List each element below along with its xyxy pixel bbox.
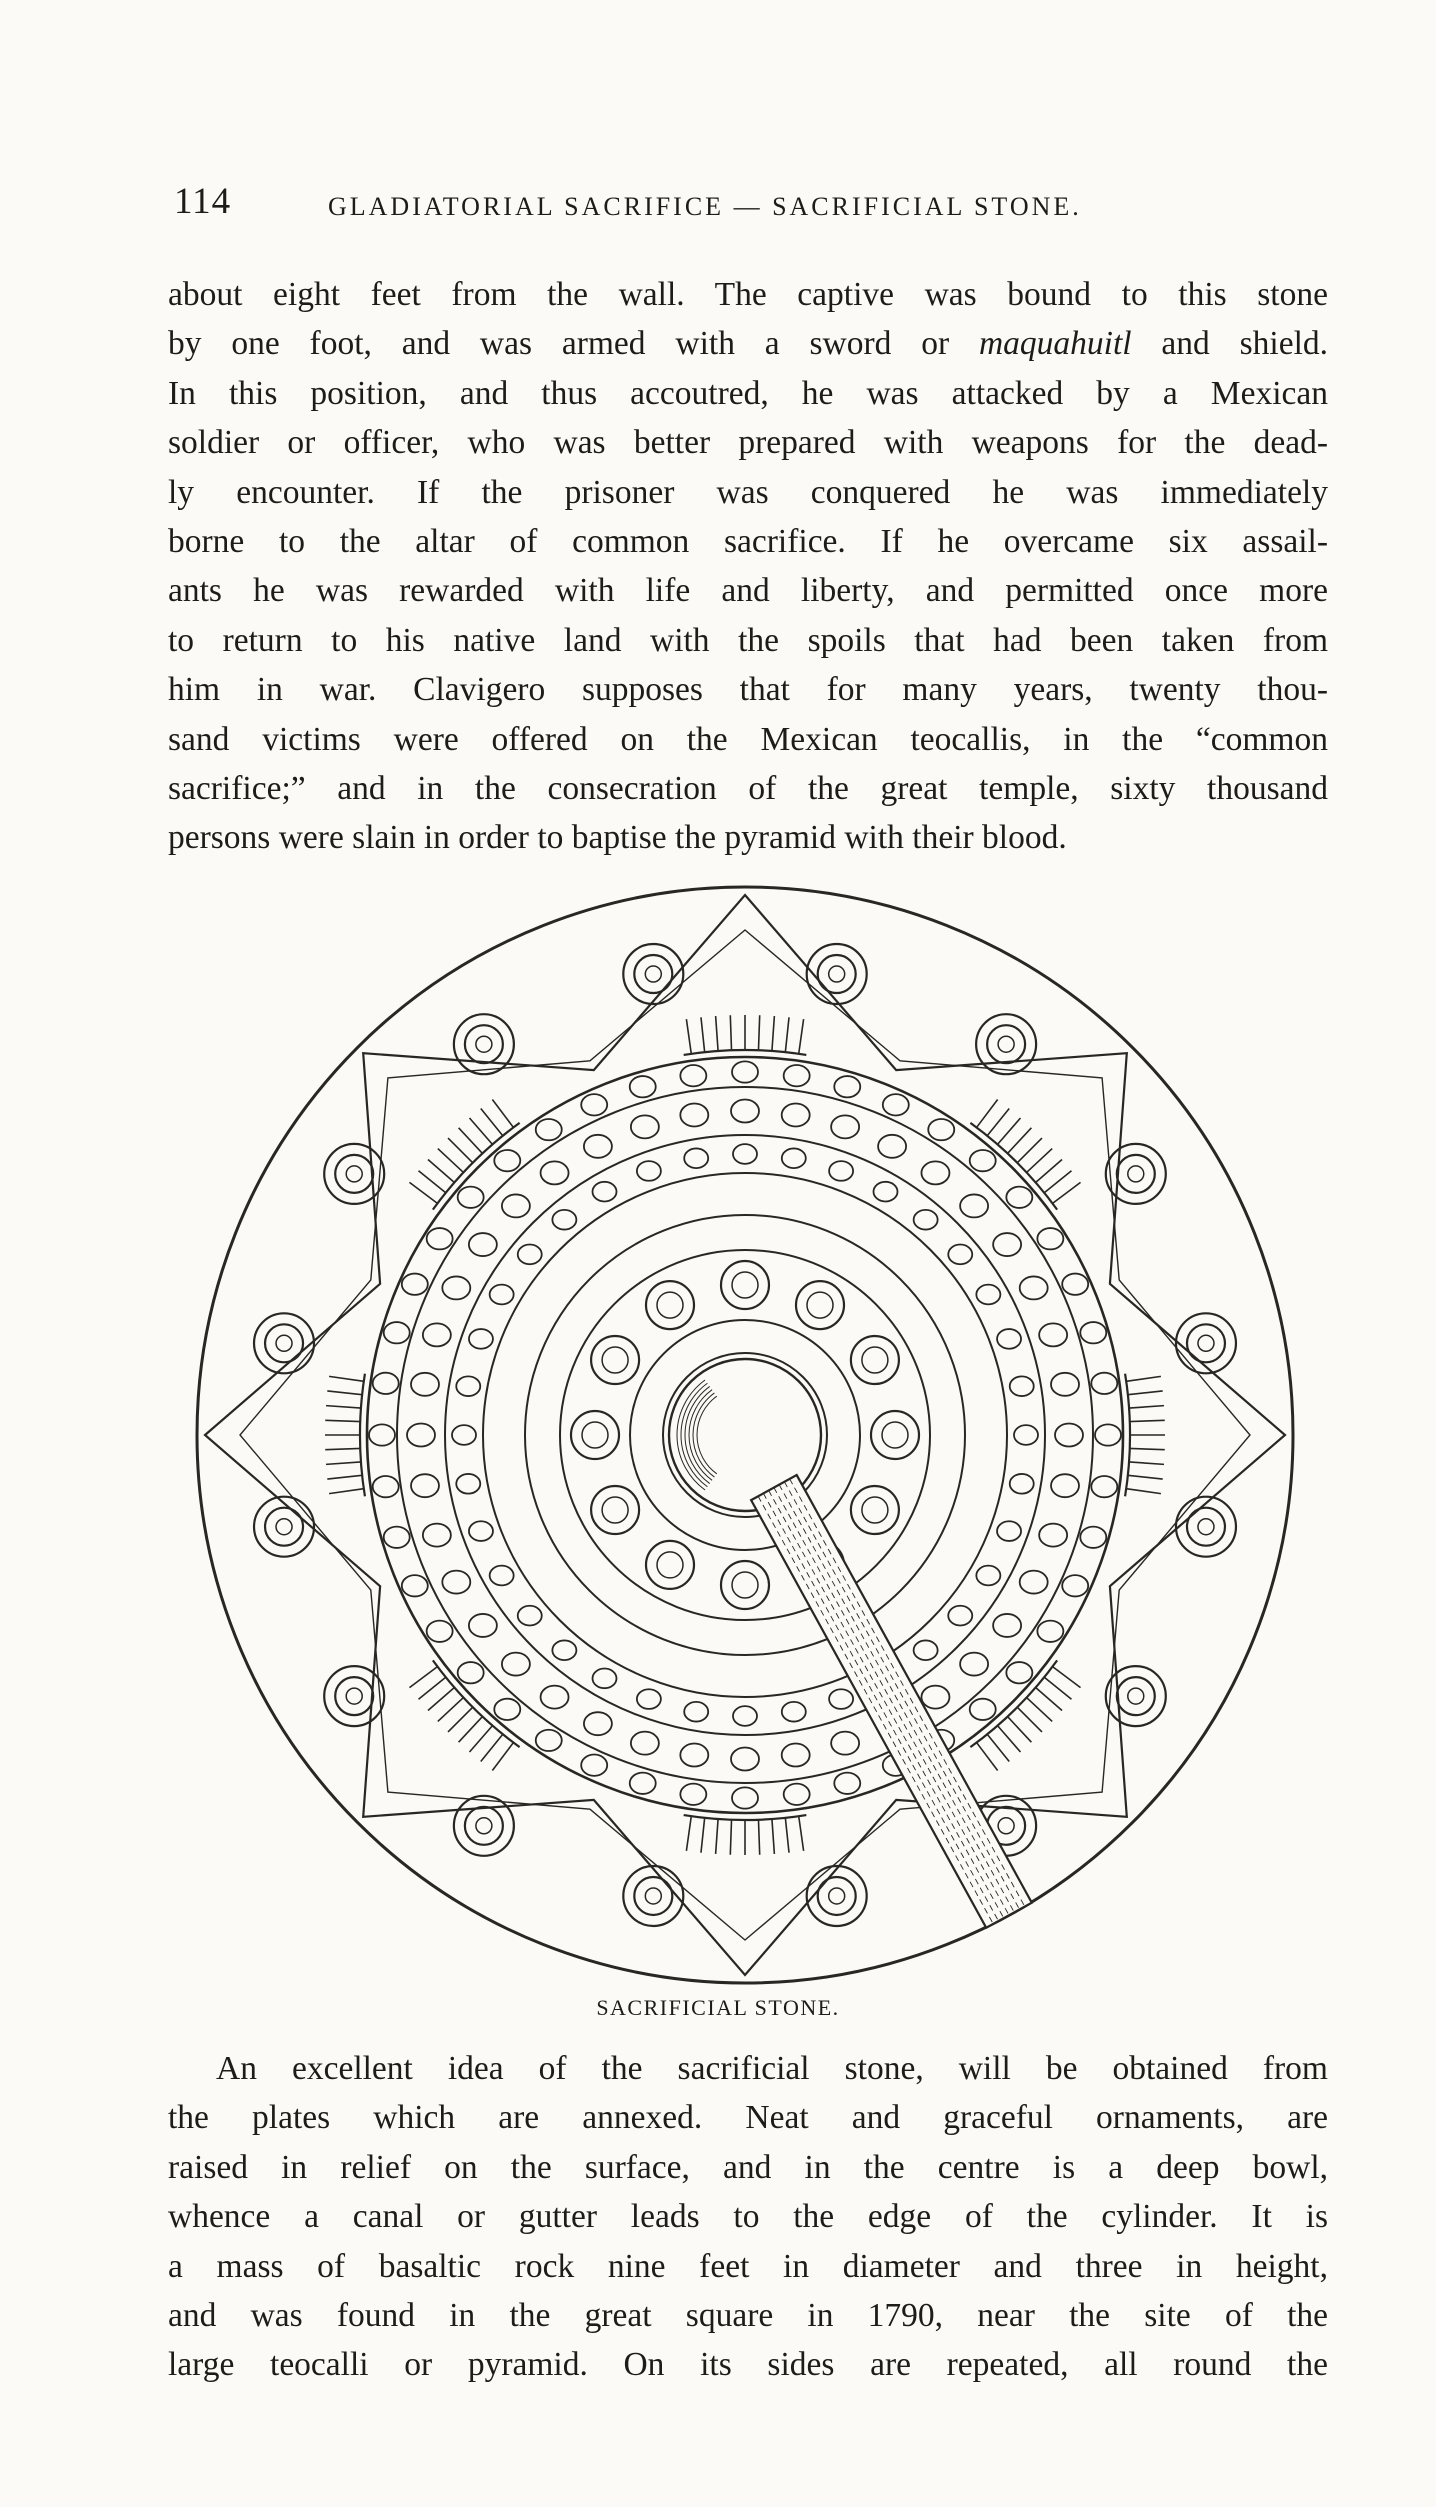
bead-outer: [732, 1061, 758, 1082]
bead-outer: [1080, 1527, 1106, 1548]
bead-middle: [1051, 1474, 1079, 1497]
medallion-inner: [1187, 1324, 1225, 1362]
medallion-inner: [465, 1025, 503, 1063]
medallion-inner: [1187, 1508, 1225, 1546]
feather-stroke: [327, 1475, 362, 1479]
bead-middle: [731, 1100, 759, 1123]
medallion: [254, 1313, 314, 1373]
feather-stroke: [1036, 1160, 1062, 1183]
bead-middle: [584, 1712, 612, 1735]
feather-stroke: [326, 1406, 361, 1408]
text-line-start: by one foot, and was armed with a sword or: [168, 325, 950, 363]
paragraph-sacrificial-stone: [168, 2044, 1328, 2390]
feather-stroke: [1126, 1489, 1161, 1494]
medallion-eye: [276, 1519, 292, 1535]
feather-stroke: [1128, 1475, 1163, 1479]
bead-inner: [593, 1182, 617, 1202]
stone-ring: [445, 1135, 1045, 1735]
bead-outer: [1062, 1575, 1088, 1596]
inner-medallion: [851, 1486, 899, 1534]
bead-outer: [1080, 1322, 1106, 1343]
medallion-eye: [998, 1036, 1014, 1052]
text-line: In this position, and thus accoutred, he was attacked by a Mexican: [168, 374, 1328, 412]
medallion-eye: [476, 1036, 492, 1052]
bead-inner: [490, 1566, 514, 1586]
feather-stroke: [428, 1688, 454, 1711]
medallion-inner: [335, 1677, 373, 1715]
medallion-inner: [335, 1155, 373, 1193]
bead-outer: [384, 1322, 410, 1343]
inner-medallion-eye: [732, 1272, 758, 1298]
text-line: ly encounter. If the prisoner was conquered he was immediately: [168, 473, 1328, 511]
bead-inner: [997, 1329, 1021, 1349]
feather-stroke: [998, 1118, 1021, 1144]
bead-outer: [373, 1476, 399, 1497]
feather-stroke: [419, 1171, 446, 1193]
medallion-eye: [1198, 1519, 1214, 1535]
text-line: whence a canal or gutter leads to the edge of the cylinder. It is: [168, 2198, 1328, 2236]
bead-inner: [948, 1606, 972, 1626]
bead-outer: [1006, 1662, 1032, 1683]
feather-stroke: [701, 1818, 705, 1853]
inner-medallion: [646, 1541, 694, 1589]
text-line: sacrifice;” and in the consecration of the great temple, sixty thousand: [168, 770, 1328, 808]
inner-medallion-eye: [602, 1347, 628, 1373]
bead-middle: [584, 1135, 612, 1158]
medallion-inner: [265, 1508, 303, 1546]
bead-outer: [784, 1784, 810, 1805]
medallion-eye: [829, 1888, 845, 1904]
bead-outer: [883, 1094, 909, 1115]
bead-inner: [490, 1285, 514, 1305]
feather-stroke: [730, 1015, 731, 1050]
feather-stroke: [325, 1448, 360, 1449]
bead-inner: [518, 1606, 542, 1626]
medallion: [254, 1497, 314, 1557]
feather-stroke: [1027, 1698, 1053, 1722]
bead-outer: [384, 1527, 410, 1548]
medallion-inner: [634, 955, 672, 993]
feather-stroke: [686, 1019, 691, 1054]
bead-outer: [1095, 1424, 1121, 1445]
inner-medallion-eye: [882, 1422, 908, 1448]
inner-medallion-eye: [582, 1422, 608, 1448]
medallion: [454, 1014, 514, 1074]
bead-outer: [732, 1787, 758, 1808]
bead-inner: [456, 1474, 480, 1494]
inner-medallion: [796, 1281, 844, 1329]
medallion-eye: [645, 1888, 661, 1904]
bead-middle: [502, 1653, 530, 1676]
bead-middle: [442, 1571, 470, 1594]
bead-middle: [680, 1744, 708, 1767]
medallion-eye: [346, 1688, 362, 1704]
inner-medallion-eye: [807, 1292, 833, 1318]
feather-stroke: [1008, 1128, 1032, 1154]
inner-medallion: [721, 1261, 769, 1309]
page-header: [168, 180, 1328, 230]
bead-outer: [1037, 1228, 1063, 1249]
bead-middle: [782, 1744, 810, 1767]
bead-outer: [536, 1119, 562, 1140]
bead-middle: [921, 1686, 949, 1709]
bead-inner: [684, 1148, 708, 1168]
feather-stroke: [1126, 1376, 1161, 1381]
inner-medallion: [571, 1411, 619, 1459]
bead-middle: [423, 1524, 451, 1547]
bead-middle: [631, 1115, 659, 1138]
medallion: [623, 1866, 683, 1926]
text-line: large teocalli or pyramid. On its sides are repeated, all round the: [168, 2346, 1328, 2384]
bead-outer: [494, 1150, 520, 1171]
feather-stroke: [730, 1820, 731, 1855]
medallion-eye: [998, 1818, 1014, 1834]
medallion-inner: [1117, 1677, 1155, 1715]
text-line: a mass of basaltic rock nine feet in diameter and three in height,: [168, 2247, 1328, 2285]
feather-stroke: [428, 1160, 454, 1183]
feather-arc: [684, 1050, 807, 1055]
feather-stroke: [1128, 1391, 1163, 1395]
feather-stroke: [327, 1391, 362, 1395]
feather-stroke: [329, 1376, 364, 1381]
medallion: [976, 1014, 1036, 1074]
inner-medallion: [851, 1336, 899, 1384]
bead-outer: [427, 1228, 453, 1249]
text-line: about eight feet from the wall. The captive was bound to this stone: [168, 276, 1328, 313]
medallion: [807, 944, 867, 1004]
feather-stroke: [799, 1816, 804, 1851]
bead-middle: [1020, 1571, 1048, 1594]
medallion: [807, 1866, 867, 1926]
bead-inner: [684, 1702, 708, 1722]
feather-stroke: [977, 1099, 998, 1127]
bead-outer: [1091, 1476, 1117, 1497]
stone-ring: [525, 1215, 965, 1655]
text-line: him in war. Clavigero supposes that for many years, twenty thou-: [168, 671, 1328, 709]
bead-outer: [1062, 1274, 1088, 1295]
bead-outer: [630, 1076, 656, 1097]
feather-stroke: [325, 1420, 360, 1421]
feather-stroke: [1130, 1448, 1165, 1449]
bead-outer: [1006, 1187, 1032, 1208]
bead-middle: [921, 1161, 949, 1184]
feather-stroke: [448, 1707, 473, 1732]
sacrificial-stone-illustration: [190, 880, 1300, 1990]
inner-medallion-eye: [862, 1347, 888, 1373]
bead-inner: [1010, 1376, 1034, 1396]
bead-outer: [373, 1373, 399, 1394]
bead-middle: [502, 1194, 530, 1217]
medallion-inner: [818, 1877, 856, 1915]
feather-stroke: [716, 1819, 718, 1854]
bead-middle: [423, 1323, 451, 1346]
bead-outer: [402, 1274, 428, 1295]
feather-stroke: [998, 1726, 1021, 1752]
feather-stroke: [448, 1138, 473, 1163]
bead-inner: [874, 1182, 898, 1202]
bead-inner: [782, 1702, 806, 1722]
bead-inner: [733, 1144, 757, 1164]
gutter-shading: [790, 1479, 1025, 1907]
feather-stroke: [701, 1017, 705, 1052]
inner-medallion-eye: [657, 1292, 683, 1318]
running-head: GLADIATORIAL SACRIFICE — SACRIFICIAL STONE.: [328, 192, 1082, 221]
feather-stroke: [481, 1109, 503, 1136]
medallion-eye: [276, 1335, 292, 1351]
bead-middle: [1020, 1276, 1048, 1299]
bead-inner: [552, 1640, 576, 1660]
figure-caption: SACRIFICIAL STONE.: [596, 1995, 840, 2020]
feather-stroke: [492, 1099, 513, 1127]
bead-inner: [1014, 1425, 1038, 1445]
bead-outer: [784, 1065, 810, 1086]
text-line: to return to his native land with the spoils that had been taken from: [168, 621, 1328, 659]
medallion: [1106, 1666, 1166, 1726]
feather-arc: [360, 1374, 365, 1497]
feather-stroke: [987, 1109, 1009, 1136]
feather-stroke: [1017, 1707, 1042, 1732]
feather-stroke: [492, 1743, 513, 1771]
feather-stroke: [470, 1726, 493, 1752]
bead-inner: [1010, 1474, 1034, 1494]
feather-stroke: [409, 1182, 437, 1203]
feather-stroke: [1044, 1171, 1071, 1193]
medallion-inner: [634, 1877, 672, 1915]
feather-arc: [1125, 1374, 1130, 1497]
inner-medallion: [871, 1411, 919, 1459]
bead-inner: [914, 1640, 938, 1660]
medallion-eye: [645, 966, 661, 982]
text-line: sand victims were offered on the Mexican teocallis, in the “common: [168, 720, 1328, 758]
medallion-eye: [476, 1818, 492, 1834]
star-inner-outline: [240, 930, 1250, 1940]
feather-stroke: [1008, 1717, 1032, 1743]
bead-outer: [369, 1424, 395, 1445]
bead-middle: [960, 1194, 988, 1217]
feather-stroke: [481, 1734, 503, 1761]
feather-stroke: [785, 1818, 789, 1853]
inner-medallion-eye: [602, 1497, 628, 1523]
bead-middle: [831, 1732, 859, 1755]
text-line: borne to the altar of common sacrifice. If he overcame six assail-: [168, 523, 1328, 561]
bead-middle: [411, 1474, 439, 1497]
text-line-end: and shield.: [1161, 325, 1329, 363]
text-line: An excellent idea of the sacrificial stone, will be obtained from: [216, 2050, 1328, 2087]
bead-middle: [960, 1653, 988, 1676]
paragraph-gladiatorial: [168, 270, 1328, 863]
bead-middle: [541, 1161, 569, 1184]
feather-stroke: [799, 1019, 804, 1054]
bead-inner: [914, 1210, 938, 1230]
feather-stroke: [1053, 1667, 1081, 1688]
bead-outer: [970, 1699, 996, 1720]
medallion-eye: [829, 966, 845, 982]
bead-inner: [948, 1245, 972, 1265]
feather-stroke: [419, 1677, 446, 1699]
bead-middle: [631, 1732, 659, 1755]
feather-stroke: [1129, 1462, 1164, 1464]
bead-inner: [829, 1161, 853, 1181]
medallion: [623, 944, 683, 1004]
medallion: [324, 1666, 384, 1726]
bowl-shading: [697, 1396, 717, 1474]
stone-ring: [367, 1057, 1123, 1813]
feather-stroke: [987, 1734, 1009, 1761]
bead-inner: [469, 1329, 493, 1349]
text-line: and was found in the great square in 1790, near the site of the: [168, 2297, 1328, 2335]
medallion-inner: [265, 1324, 303, 1362]
feather-stroke: [438, 1698, 464, 1722]
medallion-eye: [1198, 1335, 1214, 1351]
medallion-inner: [987, 1025, 1025, 1063]
bead-middle: [878, 1135, 906, 1158]
medallion: [1176, 1313, 1236, 1373]
bead-middle: [782, 1104, 810, 1127]
feather-stroke: [785, 1017, 789, 1052]
feather-stroke: [409, 1667, 437, 1688]
bead-middle: [1051, 1373, 1079, 1396]
bead-inner: [452, 1425, 476, 1445]
bead-outer: [581, 1094, 607, 1115]
medallion: [1106, 1144, 1166, 1204]
bead-middle: [993, 1233, 1021, 1256]
text-line: the plates which are annexed. Neat and graceful ornaments, are: [168, 2099, 1328, 2137]
bead-outer: [458, 1662, 484, 1683]
bead-middle: [1039, 1323, 1067, 1346]
feather-stroke: [470, 1118, 493, 1144]
medallion-inner: [818, 955, 856, 993]
bead-inner: [593, 1669, 617, 1689]
feather-stroke: [758, 1820, 759, 1855]
italic-term: maquahuitl: [978, 325, 1132, 363]
stone-ring: [397, 1087, 1093, 1783]
stone-outer-rim: [197, 887, 1293, 1983]
bead-outer: [928, 1119, 954, 1140]
inner-medallion: [591, 1486, 639, 1534]
feather-stroke: [686, 1816, 691, 1851]
bead-inner: [976, 1285, 1000, 1305]
medallion: [1176, 1497, 1236, 1557]
page-number: 114: [174, 181, 232, 222]
feather-stroke: [716, 1016, 718, 1051]
bead-middle: [731, 1748, 759, 1771]
inner-medallion-eye: [732, 1572, 758, 1598]
medallion-eye: [1128, 1166, 1144, 1182]
bead-outer: [834, 1076, 860, 1097]
bead-middle: [407, 1424, 435, 1447]
bead-middle: [541, 1686, 569, 1709]
bead-middle: [411, 1373, 439, 1396]
stone-ring: [483, 1173, 1007, 1697]
text-line: [168, 319, 1328, 368]
feather-stroke: [459, 1717, 483, 1743]
bead-outer: [458, 1187, 484, 1208]
bowl-shading: [693, 1393, 714, 1477]
bead-outer: [1091, 1373, 1117, 1394]
bead-outer: [581, 1755, 607, 1776]
bead-inner: [552, 1210, 576, 1230]
bead-inner: [637, 1161, 661, 1181]
medallion-inner: [465, 1807, 503, 1845]
text-line: ants he was rewarded with life and liberty, and permitted once more: [168, 572, 1328, 610]
inner-medallion-eye: [862, 1497, 888, 1523]
feather-stroke: [329, 1489, 364, 1494]
stone-ring: [630, 1320, 860, 1550]
bead-middle: [1039, 1524, 1067, 1547]
feather-stroke: [1017, 1138, 1042, 1163]
bead-outer: [834, 1773, 860, 1794]
text-line: raised in relief on the surface, and in the centre is a deep bowl,: [168, 2148, 1328, 2186]
inner-medallion-eye: [657, 1552, 683, 1578]
bead-middle: [469, 1614, 497, 1637]
stone-ring: [560, 1250, 930, 1620]
medallion-eye: [346, 1166, 362, 1182]
bead-outer: [630, 1773, 656, 1794]
text-line: soldier or officer, who was better prepared with weapons for the dead-: [168, 424, 1328, 462]
bead-inner: [469, 1521, 493, 1541]
bead-inner: [829, 1689, 853, 1709]
bead-inner: [782, 1148, 806, 1168]
feather-stroke: [438, 1149, 464, 1173]
bead-outer: [402, 1575, 428, 1596]
bead-outer: [494, 1699, 520, 1720]
feather-stroke: [326, 1462, 361, 1464]
bead-inner: [637, 1689, 661, 1709]
bead-inner: [997, 1521, 1021, 1541]
medallion-inner: [1117, 1155, 1155, 1193]
bead-middle: [442, 1276, 470, 1299]
bead-outer: [680, 1065, 706, 1086]
feather-stroke: [772, 1819, 774, 1854]
bead-outer: [970, 1150, 996, 1171]
bead-inner: [733, 1706, 757, 1726]
feather-stroke: [758, 1015, 759, 1050]
bead-inner: [976, 1566, 1000, 1586]
medallion: [324, 1144, 384, 1204]
feather-stroke: [1027, 1149, 1053, 1173]
inner-medallion: [721, 1561, 769, 1609]
feather-stroke: [1044, 1677, 1071, 1699]
bead-outer: [536, 1730, 562, 1751]
feather-stroke: [977, 1743, 998, 1771]
gutter-shading: [784, 1482, 1019, 1910]
bead-outer: [680, 1784, 706, 1805]
bead-inner: [518, 1245, 542, 1265]
text-line: persons were slain in order to baptise the pyramid with their blood.: [168, 819, 1067, 857]
bead-middle: [1055, 1424, 1083, 1447]
inner-medallion: [591, 1336, 639, 1384]
feather-stroke: [1036, 1688, 1062, 1711]
medallion-eye: [1128, 1688, 1144, 1704]
bead-outer: [427, 1621, 453, 1642]
bead-middle: [831, 1115, 859, 1138]
bead-inner: [456, 1376, 480, 1396]
inner-medallion: [646, 1281, 694, 1329]
bead-outer: [1037, 1621, 1063, 1642]
feather-stroke: [772, 1016, 774, 1051]
feather-stroke: [1129, 1406, 1164, 1408]
feather-arc: [684, 1815, 807, 1820]
medallion: [454, 1796, 514, 1856]
feather-stroke: [1130, 1420, 1165, 1421]
feather-stroke: [459, 1128, 483, 1154]
bead-middle: [993, 1614, 1021, 1637]
feather-stroke: [1053, 1182, 1081, 1203]
bead-middle: [680, 1104, 708, 1127]
bead-middle: [469, 1233, 497, 1256]
